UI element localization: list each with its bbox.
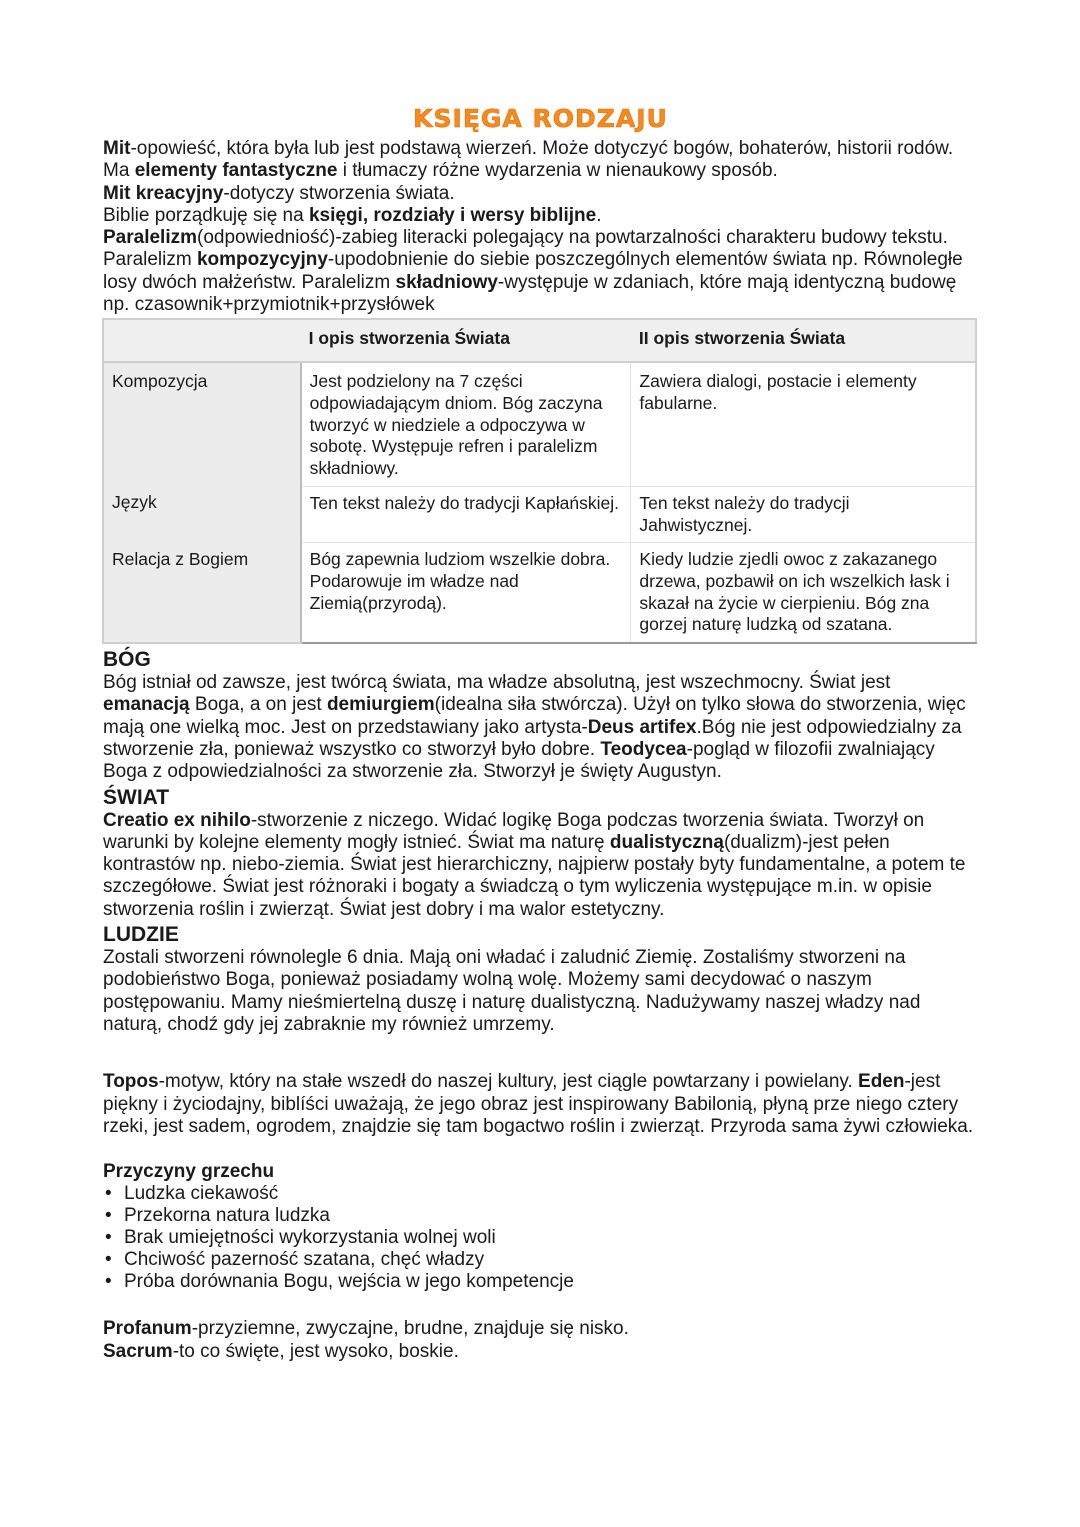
bold-term: Topos	[103, 1071, 159, 1093]
bold-term: Mit kreacyjny	[103, 182, 224, 204]
intro-mit-kreacyjny-paragraph: Mit kreacyjny-dotyczy stworzenia świata.	[103, 182, 455, 204]
table-row-label: Kompozycja	[103, 362, 301, 486]
bold-term: Creatio ex nihilo	[103, 809, 251, 831]
list-item: • Próba dorównania Bogu, wejścia w jego kompetencje	[103, 1271, 978, 1293]
section-heading-swiat: ŚWIAT	[103, 785, 170, 809]
topos-paragraph: Topos-motyw, który na stałe wszedł do naszej kultury, jest ciągle powtarzany i powielany. Eden-jest piękny i życiodajny, biblíści uważają, że jego obraz jest inspirowany Babilonią, płyną prze niego cztery rzeki, jest sadem, ogrodem, znajdzie się tam bogactwo roślin i zwierząt. Przyroda sama żywi człowieka.	[103, 1071, 974, 1137]
bold-term: księgi, rozdziały i wersy biblijne	[308, 204, 597, 226]
profanum-definition: Profanum-przyziemne, zwyczajne, brudne, znajduje się nisko.	[103, 1318, 629, 1340]
table-header-cell: II opis stworzenia Świata	[631, 319, 976, 362]
swiat-paragraph: Creatio ex nihilo-stworzenie z niczego. Widać logikę Boga podczas tworzenia świata. Tworzył on warunki by kolejne elementy mogły istnieć. Świat ma naturę dualistyczną(dualizm)-jest pełen kontrastów np. niebo-ziemia. Świat jest hierarchiczny, najpierw postały byty fundamentalne, a potem te szczegółowe. Świat jest różnoraki i bogaty a świadczą o tym wyliczenia występujące m.in. w opisie stworzenia roślin i zwierząt. Świat jest dobry i ma walor estetyczny.	[103, 809, 966, 920]
table-cell: Zawiera dialogi, postacie i elementy fabularne.	[631, 362, 976, 486]
ludzie-paragraph: Zostali stworzeni równolegle 6 dnia. Mają oni władać i zaludnić Ziemię. Zostaliśmy stworzeni na podobieństwo Boga, ponieważ posiadamy wolną wolę. Możemy sami decydować o naszym postępowaniu. Mamy nieśmiertelną duszę i naturę dualistyczną. Nadużywamy naszej władzy nad naturą, chodź gdy jej zabraknie my również umrzemy.	[103, 947, 921, 1035]
comparison-table	[102, 318, 977, 644]
intro-mit-paragraph: Mit-opowieść, która była lub jest podstawą wierzeń. Może dotyczyć bogów, bohaterów, historii rodów. Ma elementy fantastyczne i tłumaczy różne wydarzenia w nienaukowy sposób.	[103, 138, 954, 182]
table-header-cell: I opis stworzenia Świata	[301, 319, 631, 362]
table-cell: Jest podzielony na 7 części odpowiadającym dniom. Bóg zaczyna tworzyć w niedziele a odpoczywa w sobotę. Występuje refren i paralelizm składniowy.	[301, 362, 631, 486]
table-row	[103, 362, 976, 486]
table-cell: Kiedy ludzie zjedli owoc z zakazanego drzewa, pozbawił on ich wszelkich łask i skazał na życie w cierpieniu. Bóg zna gorzej naturę ludzką od szatana.	[631, 543, 976, 643]
table-row-label: Relacja z Bogiem	[103, 543, 301, 643]
bold-term: Sacrum	[103, 1340, 173, 1362]
bold-term: Teodycea	[600, 739, 687, 760]
page-title: KSIĘGA RODZAJU	[413, 104, 668, 133]
list-item: • Przekorna natura ludzka	[103, 1205, 978, 1227]
table-row-label: Język	[103, 486, 301, 542]
bold-term: Profanum	[103, 1318, 192, 1340]
table-header-row	[103, 319, 976, 362]
intro-paralelizm-paragraph: Paralelizm(odpowiedniość)-zabieg literacki polegający na powtarzalności charakteru budowy tekstu. Paralelizm kompozycyjny-upodobnienie do siebie poszczególnych elementów świata np. Równoległe losy dwóch małżeństw. Paralelizm składniowy-występuje w zdaniach, które mają identyczną budowę np. czasownik+przymiotnik+przysłówek	[103, 227, 963, 316]
bold-term: Eden	[858, 1071, 905, 1093]
bold-term: elementy fantastyczne	[134, 160, 338, 182]
section-heading-przyczyny: Przyczyny grzechu	[103, 1161, 275, 1183]
bold-term: dualistyczną	[609, 831, 724, 853]
bog-paragraph: Bóg istniał od zawsze, jest twórcą świata, ma władze absolutną, jest wszechmocny. Świat jest emanacją Boga, a on jest demiurgiem(idealna siła stwórcza). Użył on tylko słowa do stworzenia, więc mają one wielką moc. Jest on przedstawiany jako artysta-Deus artifex.Bóg nie jest odpowiedzialny za stworzenie zła, ponieważ wszystko co stworzył było dobre. Teodycea-pogląd w filozofii zwalniający Boga z odpowiedzialności za stworzenie zła. Stworzył je święty Augustyn.	[103, 672, 966, 783]
intro-biblia-paragraph: Biblie porządkuję się na księgi, rozdziały i wersy biblijne.	[103, 204, 602, 226]
bold-term: Deus artifex	[587, 716, 697, 738]
bold-term: Mit	[103, 138, 131, 159]
table-header-cell	[103, 319, 301, 362]
section-heading-bog: BÓG	[103, 648, 151, 672]
table-row	[103, 486, 976, 542]
table-cell: Bóg zapewnia ludziom wszelkie dobra. Podarowuje im władze nad Ziemią(przyrodą).	[301, 543, 631, 643]
sacrum-definition: Sacrum-to co święte, jest wysoko, boskie.	[103, 1340, 459, 1362]
bold-term: Paralelizm	[103, 227, 197, 249]
table-cell: Ten tekst należy do tradycji Kapłańskiej.	[301, 486, 631, 542]
document-page	[103, 104, 978, 1363]
przyczyny-list	[103, 1183, 978, 1293]
bold-term: demiurgiem	[326, 694, 435, 716]
section-heading-ludzie: LUDZIE	[103, 923, 179, 947]
table-row	[103, 543, 976, 643]
bold-term: emanacją	[103, 694, 190, 716]
list-item: • Chciwość pazerność szatana, chęć władzy	[103, 1249, 978, 1271]
table-cell: Ten tekst należy do tradycji Jahwistycznej.	[631, 486, 976, 542]
bold-term: składniowy	[395, 271, 498, 293]
list-item: • Brak umiejętności wykorzystania wolnej woli	[103, 1227, 978, 1249]
list-item: • Ludzka ciekawość	[103, 1183, 978, 1205]
bold-term: kompozycyjny	[196, 249, 328, 271]
